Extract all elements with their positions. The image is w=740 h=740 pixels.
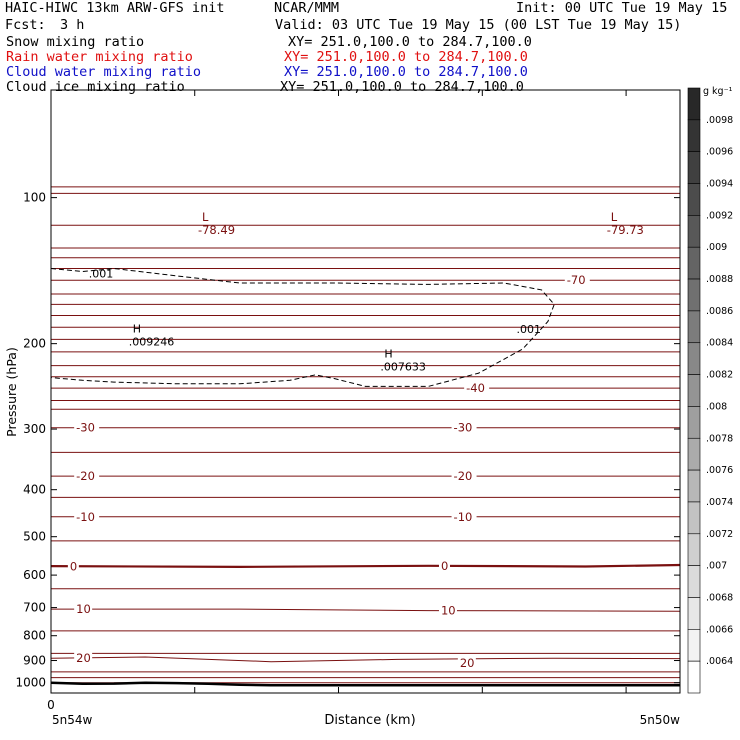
x-left-label: 5n54w bbox=[52, 713, 93, 727]
extremum-value: -78.49 bbox=[197, 223, 236, 238]
colorbar-swatch bbox=[688, 534, 700, 566]
field-xy-cloud-water: XY= 251.0,100.0 to 284.7,100.0 bbox=[284, 64, 528, 80]
colorbar-units: g kg⁻¹ bbox=[703, 86, 733, 97]
colorbar-label: .008 bbox=[706, 401, 728, 413]
contour-label: 20 bbox=[76, 651, 91, 666]
colorbar-swatch bbox=[688, 566, 700, 598]
org-label: NCAR/MMM bbox=[274, 0, 340, 16]
colorbar-swatch bbox=[688, 661, 700, 693]
colorbar-label: .0094 bbox=[706, 178, 734, 190]
fcst-label: Fcst: bbox=[5, 17, 46, 33]
contour-label: -30 bbox=[76, 420, 95, 435]
colorbar-label: .0066 bbox=[706, 624, 734, 636]
colorbar-swatch bbox=[688, 152, 700, 184]
colorbar-label: .0098 bbox=[706, 114, 734, 126]
colorbar-label: .0082 bbox=[706, 369, 734, 381]
contour-label: -40 bbox=[466, 381, 485, 396]
colorbar-label: .0074 bbox=[706, 496, 734, 508]
init-time: Init: 00 UTC Tue 19 May 15 bbox=[516, 0, 728, 16]
x-right-label: 5n50w bbox=[639, 713, 680, 727]
field-xy-snow: XY= 251.0,100.0 to 284.7,100.0 bbox=[288, 34, 532, 50]
extremum-value: -79.73 bbox=[606, 223, 644, 238]
colorbar-label: .0096 bbox=[706, 146, 734, 158]
field-name-cloud-water: Cloud water mixing ratio bbox=[6, 64, 202, 80]
colorbar-swatch bbox=[688, 470, 700, 502]
y-tick-label: 800 bbox=[23, 628, 46, 643]
contour-label: 10 bbox=[440, 603, 456, 618]
plot-frame bbox=[51, 90, 680, 693]
colorbar-label: .0064 bbox=[706, 656, 734, 668]
fcst-value: 3 h bbox=[60, 17, 85, 33]
ice-contour-label: .001 bbox=[516, 322, 541, 336]
extremum-value: .007633 bbox=[380, 360, 426, 374]
y-axis-title: Pressure (hPa) bbox=[4, 347, 19, 437]
x-axis-title: Distance (km) bbox=[324, 713, 416, 728]
temperature-contour-10 bbox=[51, 609, 680, 611]
colorbar-label: .0084 bbox=[706, 337, 734, 349]
y-tick-label: 500 bbox=[23, 529, 46, 544]
field-xy-cloud-ice: XY= 251.0,100.0 to 284.7,100.0 bbox=[280, 79, 524, 95]
y-tick-label: 300 bbox=[23, 422, 46, 437]
colorbar-swatch bbox=[688, 406, 700, 438]
y-tick-label: 600 bbox=[23, 568, 46, 583]
y-tick-label: 1000 bbox=[15, 675, 46, 690]
colorbar-swatch bbox=[688, 215, 700, 247]
colorbar-swatch bbox=[688, 597, 700, 629]
contour-label: 0 bbox=[69, 559, 78, 574]
ice-contour-label: .001 bbox=[88, 267, 114, 281]
high-marker: H bbox=[132, 322, 142, 336]
contour-label: -70 bbox=[566, 273, 586, 288]
field-name-rain: Rain water mixing ratio bbox=[6, 49, 193, 65]
extremum-value: .009246 bbox=[128, 335, 175, 349]
contour-label: 10 bbox=[76, 602, 91, 617]
field-xy-rain: XY= 251.0,100.0 to 284.7,100.0 bbox=[284, 49, 528, 65]
colorbar-swatch bbox=[688, 311, 700, 343]
colorbar-swatch bbox=[688, 438, 700, 470]
colorbar-label: .0068 bbox=[706, 592, 734, 604]
colorbar-swatch bbox=[688, 502, 700, 534]
valid-time: Valid: 03 UTC Tue 19 May 15 (00 LST Tue 19 May 15) bbox=[275, 17, 682, 33]
contour-label: -10 bbox=[76, 509, 95, 524]
y-tick-label: 100 bbox=[23, 190, 46, 205]
contour-label: -30 bbox=[453, 420, 473, 435]
low-marker: L bbox=[610, 210, 618, 225]
colorbar-label: .0076 bbox=[706, 465, 734, 477]
colorbar-swatch bbox=[688, 120, 700, 152]
contour-label: 20 bbox=[459, 655, 475, 670]
colorbar-label: .0092 bbox=[706, 210, 734, 222]
colorbar-label: .007 bbox=[706, 560, 728, 572]
colorbar-label: .0086 bbox=[706, 305, 734, 317]
colorbar-swatch bbox=[688, 343, 700, 375]
field-name-cloud-ice: Cloud ice mixing ratio bbox=[6, 79, 185, 95]
colorbar-swatch bbox=[688, 629, 700, 661]
y-tick-label: 700 bbox=[23, 600, 46, 615]
colorbar-label: .0088 bbox=[706, 274, 734, 286]
colorbar-swatch bbox=[688, 88, 700, 120]
contour-label: -20 bbox=[76, 469, 95, 484]
contour-label: -20 bbox=[453, 469, 473, 484]
colorbar-swatch bbox=[688, 247, 700, 279]
colorbar-swatch bbox=[688, 279, 700, 311]
y-tick-label: 400 bbox=[23, 482, 46, 497]
colorbar-label: .0072 bbox=[706, 528, 734, 540]
y-tick-label: 200 bbox=[23, 336, 46, 351]
colorbar-label: .009 bbox=[706, 242, 728, 254]
colorbar-label: .0078 bbox=[706, 433, 734, 445]
temperature-contour-0 bbox=[51, 565, 680, 567]
y-tick-label: 900 bbox=[23, 653, 46, 668]
colorbar-swatch bbox=[688, 375, 700, 407]
x-zero-label: 0 bbox=[47, 698, 55, 712]
model-title: HAIC-HIWC 13km ARW-GFS init bbox=[5, 0, 225, 16]
high-marker: H bbox=[384, 347, 393, 361]
contour-label: 0 bbox=[440, 558, 449, 573]
colorbar-swatch bbox=[688, 184, 700, 216]
temperature-contour-20 bbox=[51, 657, 680, 662]
low-marker: L bbox=[201, 210, 209, 225]
field-name-snow: Snow mixing ratio bbox=[6, 34, 145, 50]
contour-label: -10 bbox=[453, 509, 473, 524]
